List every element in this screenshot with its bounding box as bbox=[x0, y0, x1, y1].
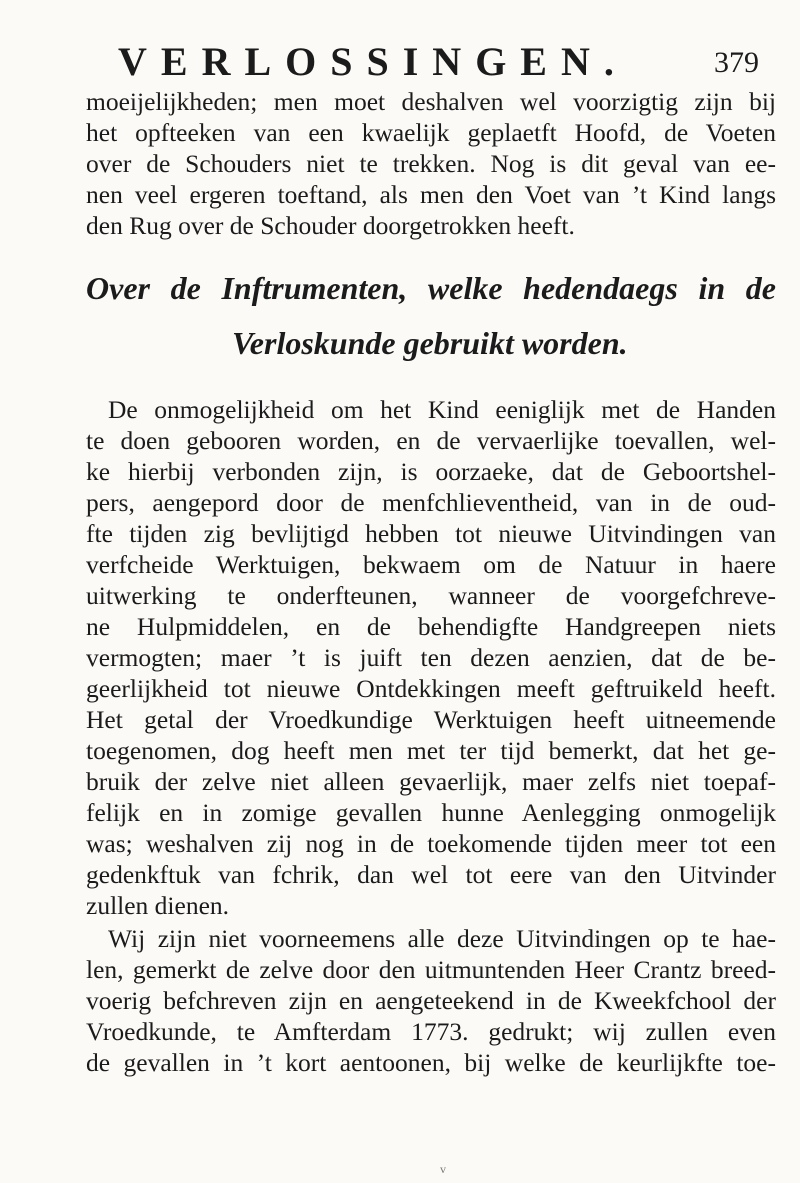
text-line: nen veel ergeren toeftand, als men den Voet van ’t Kind langs bbox=[86, 180, 776, 209]
text-line: len, gemerkt de zelve door den uitmuntenden Heer Crantz breed- bbox=[86, 955, 776, 984]
paragraph-2 bbox=[86, 394, 776, 921]
section-heading-line-2: Verloskunde gebruikt worden. bbox=[232, 325, 628, 361]
text-line: de gevallen in ’t kort aentoonen, bij welke de keurlijkfte toe- bbox=[86, 1048, 776, 1077]
text-line: voerig befchreven zijn en aengeteekend in de Kweekfchool der bbox=[86, 986, 776, 1015]
text-line: Wij zijn niet voorneemens alle deze Uitvindingen op te hae- bbox=[108, 924, 776, 953]
text-line: pers, aengepord door de menfchlieventheid, van in de oud- bbox=[86, 488, 776, 517]
text-line: moeijelijkheden; men moet deshalven wel voorzigtig zijn bij bbox=[86, 87, 776, 116]
text-line: het opfteeken van een kwaelijk geplaetft Hoofd, de Voeten bbox=[86, 118, 776, 147]
text-line: bruik der zelve niet alleen gevaerlijk, maer zelfs niet toepaf- bbox=[86, 767, 776, 796]
page-header bbox=[0, 0, 800, 100]
running-head: VERLOSSINGEN. bbox=[118, 39, 628, 84]
signature-mark: v bbox=[440, 1162, 446, 1176]
text-line: Vroedkunde, te Amfterdam 1773. gedrukt; wij zullen even bbox=[86, 1017, 776, 1046]
paragraph-1 bbox=[86, 86, 776, 241]
text-line: De onmogelijkheid om het Kind eeniglijk met de Handen bbox=[108, 395, 776, 424]
text-line: ke hierbij verbonden zijn, is oorzaeke, dat de Geboortshel- bbox=[86, 457, 776, 486]
text-line: den Rug over de Schouder doorgetrokken heeft. bbox=[86, 211, 575, 240]
paragraph-3 bbox=[86, 923, 776, 1078]
text-line: felijk en in zomige gevallen hunne Aenlegging onmogelijk bbox=[86, 798, 776, 827]
text-line: was; weshalven zij nog in de toekomende tijden meer tot een bbox=[86, 829, 776, 858]
text-line: zullen dienen. bbox=[86, 891, 230, 920]
text-line: toegenomen, dog heeft men met ter tijd bemerkt, dat het ge- bbox=[86, 736, 776, 765]
section-heading-line-1: Over de Inftrumenten, welke hedendaegs in de bbox=[86, 270, 776, 306]
text-line: verfcheide Werktuigen, bekwaem om de Natuur in haere bbox=[86, 550, 776, 579]
text-line: gedenkftuk van fchrik, dan wel tot eere van den Uitvinder bbox=[86, 860, 776, 889]
text-line: fte tijden zig bevlijtigd hebben tot nieuwe Uitvindingen van bbox=[86, 519, 776, 548]
text-line: te doen gebooren worden, en de vervaerlijke toevallen, wel- bbox=[86, 426, 776, 455]
text-line: Het getal der Vroedkundige Werktuigen heeft uitneemende bbox=[86, 705, 776, 734]
text-line: vermogten; maer ’t is juift ten dezen aenzien, dat de be- bbox=[86, 643, 776, 672]
text-line: ne Hulpmiddelen, en de behendigfte Handgreepen niets bbox=[86, 612, 776, 641]
text-line: geerlijkheid tot nieuwe Ontdekkingen meeft geftruikeld heeft. bbox=[86, 674, 776, 703]
page-number: 379 bbox=[714, 46, 759, 79]
text-line: over de Schouders niet te trekken. Nog is dit geval van ee- bbox=[86, 149, 776, 178]
text-line: uitwerking te onderfteunen, wanneer de voorgefchreve- bbox=[86, 581, 776, 610]
